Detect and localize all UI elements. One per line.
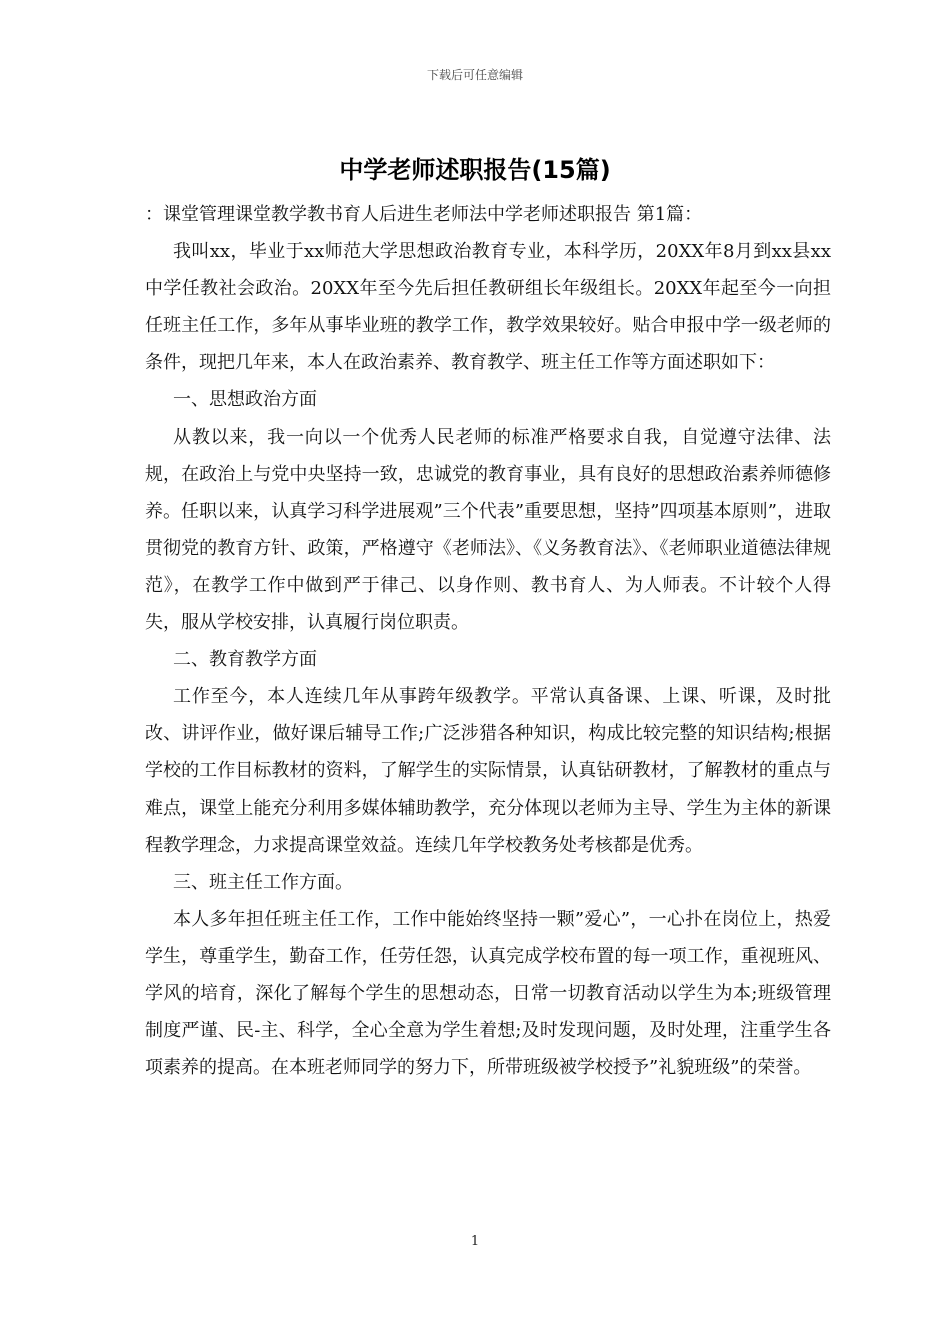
section-heading: 二、教育教学方面 xyxy=(173,649,317,671)
document-body xyxy=(145,196,831,1086)
paragraph: 本人多年担任班主任工作，工作中能始终坚持一颗”爱心”，一心扑在岗位上，热爱学生，尊重学生，勤奋工作，任劳任怨，认真完成学校布置的每一项工作，重视班风、学风的培育，深化了解每个学生的思想动态，日常一切教育活动以学生为本;班级管理制度严谨、民-主、科学，全心全意为学生着想;及时发现问题，及时处理，注重学生各项素养的提高。在本班老师同学的努力下，所带班级被学校授予”礼貌班级”的荣誉。 xyxy=(145,908,831,1079)
paragraph: 从教以来，我一向以一个优秀人民老师的标准严格要求自我，自觉遵守法律、法规，在政治上与党中央坚持一致，忠诚党的教育事业，具有良好的思想政治素养师德修养。任职以来，认真学习科学进展观”三个代表”重要思想，坚持”四项基本原则”，进取贯彻党的教育方针、政策，严格遵守《老师法》、《义务教育法》、《老师职业道德法律规范》，在教学工作中做到严于律己、以身作则、教书育人、为人师表。不计较个人得失，服从学校安排，认真履行岗位职责。 xyxy=(145,426,831,634)
section-heading: 一、思想政治方面 xyxy=(173,389,317,411)
header-note: 下载后可任意编辑 xyxy=(426,68,523,82)
document-title: 中学老师述职报告(15篇) xyxy=(339,156,611,184)
intro-line: ：课堂管理课堂教学教书育人后进生老师法中学老师述职报告 第1篇： xyxy=(145,204,703,225)
paragraph: 工作至今，本人连续几年从事跨年级教学。平常认真备课、上课、听课，及时批改、讲评作业，做好课后辅导工作;广泛涉猎各种知识，构成比较完整的知识结构;根据学校的工作目标教材的资料，了解学生的实际情景，认真钻研教材，了解教材的重点与难点，课堂上能充分利用多媒体辅助教学，充分体现以老师为主导、学生为主体的新课程教学理念，力求提高课堂效益。连续几年学校教务处考核都是优秀。 xyxy=(145,686,831,856)
section-heading: 三、班主任工作方面。 xyxy=(173,871,353,893)
paragraph: 我叫xx，毕业于xx师范大学思想政治教育专业，本科学历，20XX年8月到xx县xx中学任教社会政治。20XX年至今先后担任教研组长年级组长。20XX年起至今一向担任班主任工作，多年从事毕业班的教学工作，教学效果较好。贴合申报中学一级老师的条件，现把几年来，本人在政治素养、教育教学、班主任工作等方面述职如下： xyxy=(145,241,831,374)
page-number: 1 xyxy=(470,1234,480,1249)
